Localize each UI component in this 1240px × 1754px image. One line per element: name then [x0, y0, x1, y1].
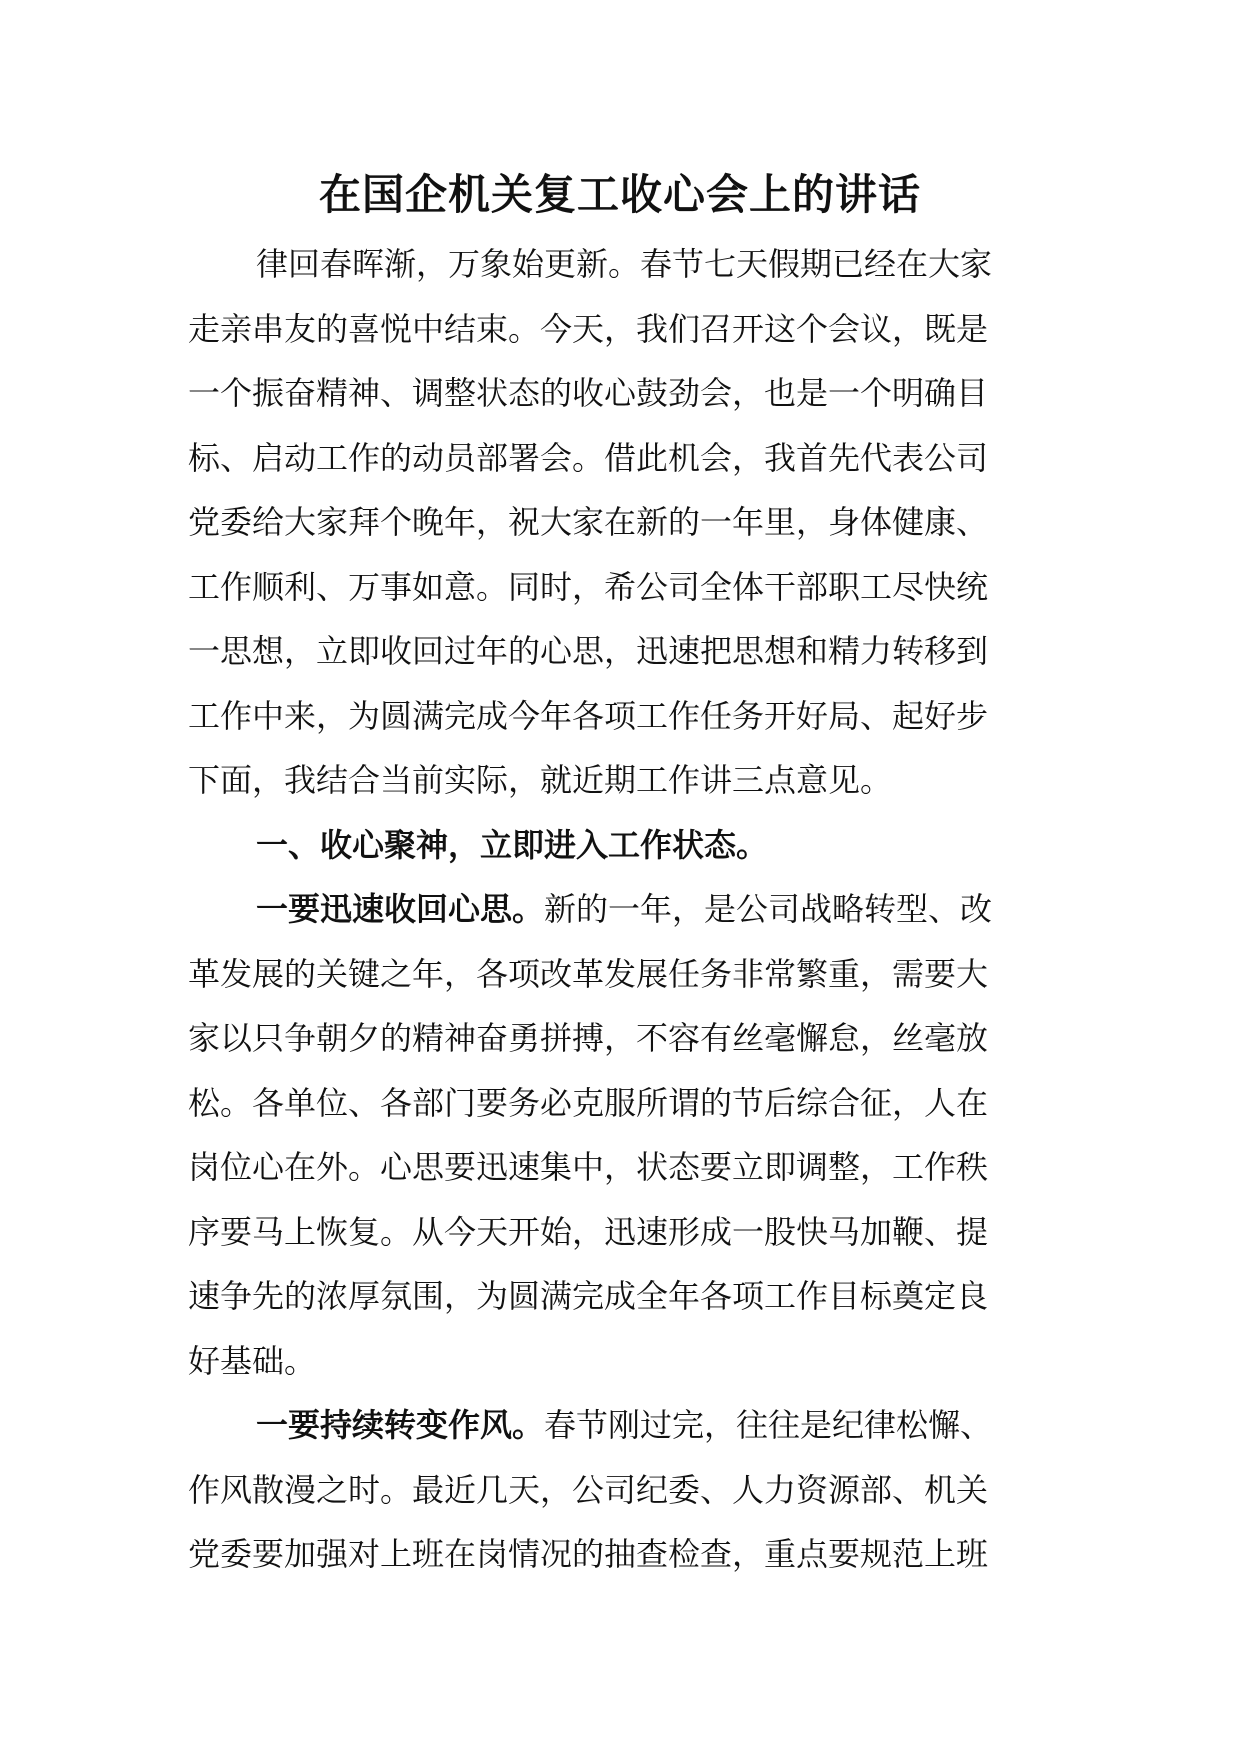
paragraph-line: 标、启动工作的动员部署会。借此机会，我首先代表公司	[188, 438, 989, 477]
paragraph-line: 作风散漫之时。最近几天，公司纪委、人力资源部、机关	[188, 1470, 989, 1509]
paragraph-line	[188, 1393, 1058, 1458]
paragraph-line: 律回春晖渐，万象始更新。春节七天假期已经在大家	[256, 245, 993, 283]
paragraph-text: 新的一年，是公司战略转型、改	[544, 890, 993, 928]
paragraph-line	[188, 877, 1058, 942]
paragraph-line: 工作顺利、万事如意。同时，希公司全体干部职工尽快统	[188, 567, 989, 606]
paragraph-text: 春节刚过完，往往是纪律松懈、	[544, 1406, 993, 1444]
document-title: 在国企机关复工收心会上的讲话	[318, 170, 921, 219]
paragraph-lead: 一要持续转变作风。	[256, 1406, 545, 1444]
section-heading: 一、收心聚神，立即进入工作状态。	[256, 825, 769, 864]
paragraph-line: 家以只争朝夕的精神奋勇拼搏，不容有丝毫懈怠，丝毫放	[188, 1019, 989, 1057]
paragraph-line: 工作中来，为圆满完成今年各项工作任务开好局、起好步	[188, 696, 989, 735]
document-body	[188, 232, 1058, 1587]
paragraph-line: 党委给大家拜个晚年，祝大家在新的一年里，身体健康、	[188, 503, 989, 541]
paragraph-line: 党委要加强对上班在岗情况的抽查检查，重点要规范上班	[188, 1535, 989, 1573]
paragraph-line: 一思想，立即收回过年的心思，迅速把思想和精力转移到	[188, 632, 989, 670]
paragraph-line: 序要马上恢复。从今天开始，迅速形成一股快马加鞭、提	[188, 1212, 989, 1251]
paragraph-line: 走亲串友的喜悦中结束。今天，我们召开这个会议，既是	[188, 309, 989, 348]
paragraph-lead: 一要迅速收回心思。	[256, 890, 545, 928]
paragraph-line: 好基础。	[188, 1341, 317, 1380]
paragraph-line: 速争先的浓厚氛围，为圆满完成全年各项工作目标奠定良	[188, 1277, 989, 1315]
paragraph-line: 松。各单位、各部门要务必克服所谓的节后综合征，人在	[188, 1083, 989, 1122]
paragraph-line: 一个振奋精神、调整状态的收心鼓劲会，也是一个明确目	[188, 374, 989, 412]
paragraph-line: 下面，我结合当前实际，就近期工作讲三点意见。	[188, 761, 893, 799]
paragraph-line: 革发展的关键之年，各项改革发展任务非常繁重，需要大	[188, 954, 989, 993]
paragraph-line: 岗位心在外。心思要迅速集中，状态要立即调整，工作秩	[188, 1148, 989, 1186]
